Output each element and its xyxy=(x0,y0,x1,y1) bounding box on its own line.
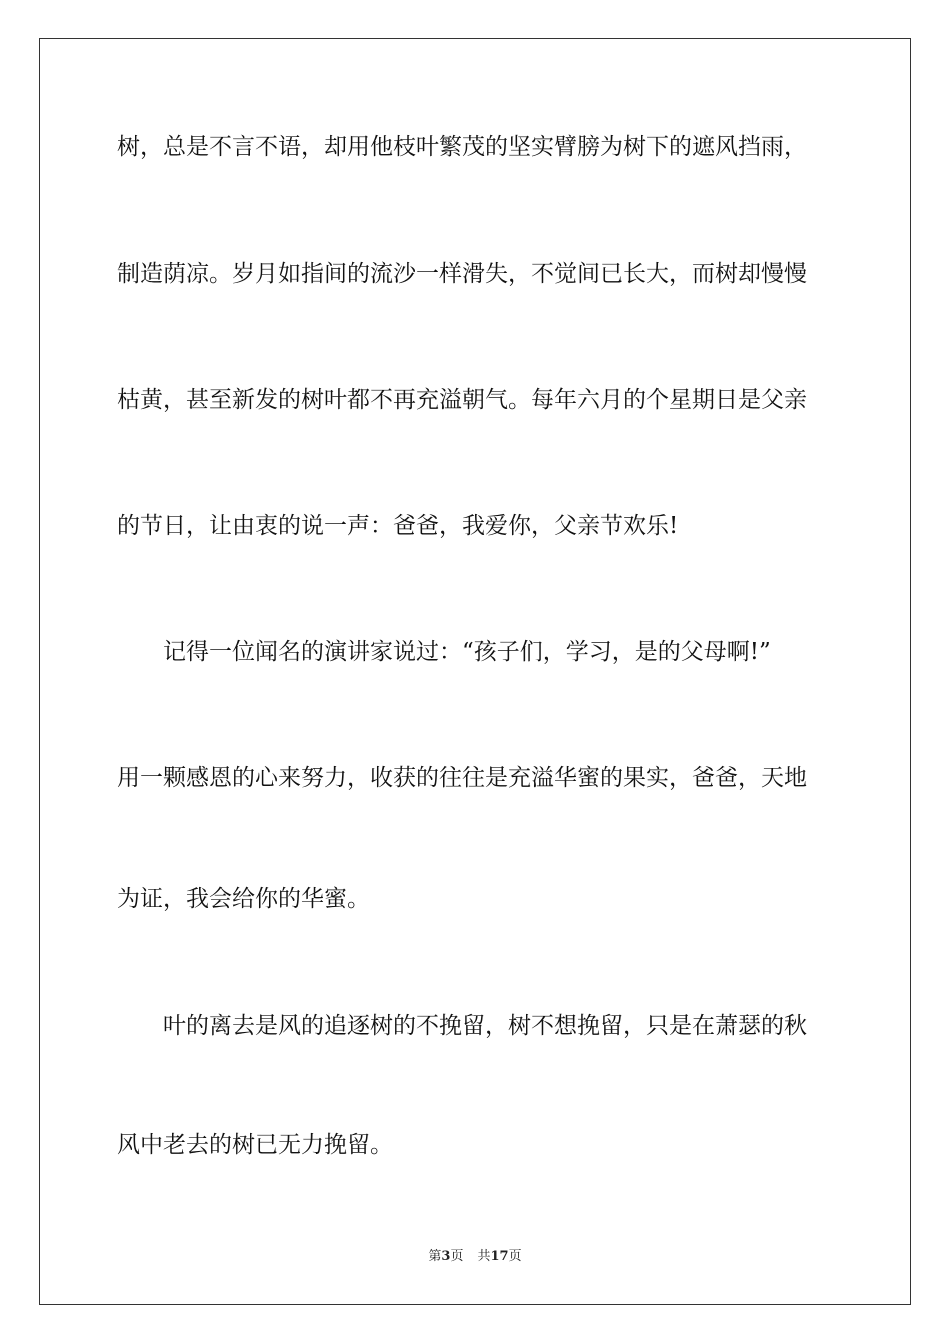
page-number: 3 xyxy=(441,1249,451,1264)
paragraph-line: 为证，我会给你的华蜜。 xyxy=(117,886,370,912)
paragraph-line: 树，总是不言不语，却用他枝叶繁茂的坚实臂膀为树下的遮风挡雨， xyxy=(117,134,807,160)
page-footer xyxy=(0,1248,950,1266)
total-label-suffix: 页 xyxy=(508,1249,522,1264)
paragraph-line: 风中老去的树已无力挽留。 xyxy=(117,1132,393,1158)
paragraph-line: 制造荫凉。岁月如指间的流沙一样滑失，不觉间已长大，而树却慢慢 xyxy=(117,261,807,287)
page-label-suffix: 页 xyxy=(450,1249,464,1264)
page-label-prefix: 第 xyxy=(428,1249,442,1264)
paragraph-line: 的节日，让由衷的说一声：爸爸，我爱你，父亲节欢乐! xyxy=(117,513,679,539)
paragraph-line: 枯黄，甚至新发的树叶都不再充溢朝气。每年六月的个星期日是父亲 xyxy=(117,387,807,413)
total-pages: 17 xyxy=(490,1249,509,1264)
paragraph-line: 记得一位闻名的演讲家说过：“孩子们，学习，是的父母啊!” xyxy=(163,639,771,665)
total-label-prefix: 共 xyxy=(477,1249,491,1264)
paragraph-line: 叶的离去是风的追逐树的不挽留，树不想挽留，只是在萧瑟的秋 xyxy=(163,1013,807,1039)
paragraph-line: 用一颗感恩的心来努力，收获的往往是充溢华蜜的果实，爸爸，天地 xyxy=(117,765,807,791)
page-border xyxy=(39,38,911,1305)
